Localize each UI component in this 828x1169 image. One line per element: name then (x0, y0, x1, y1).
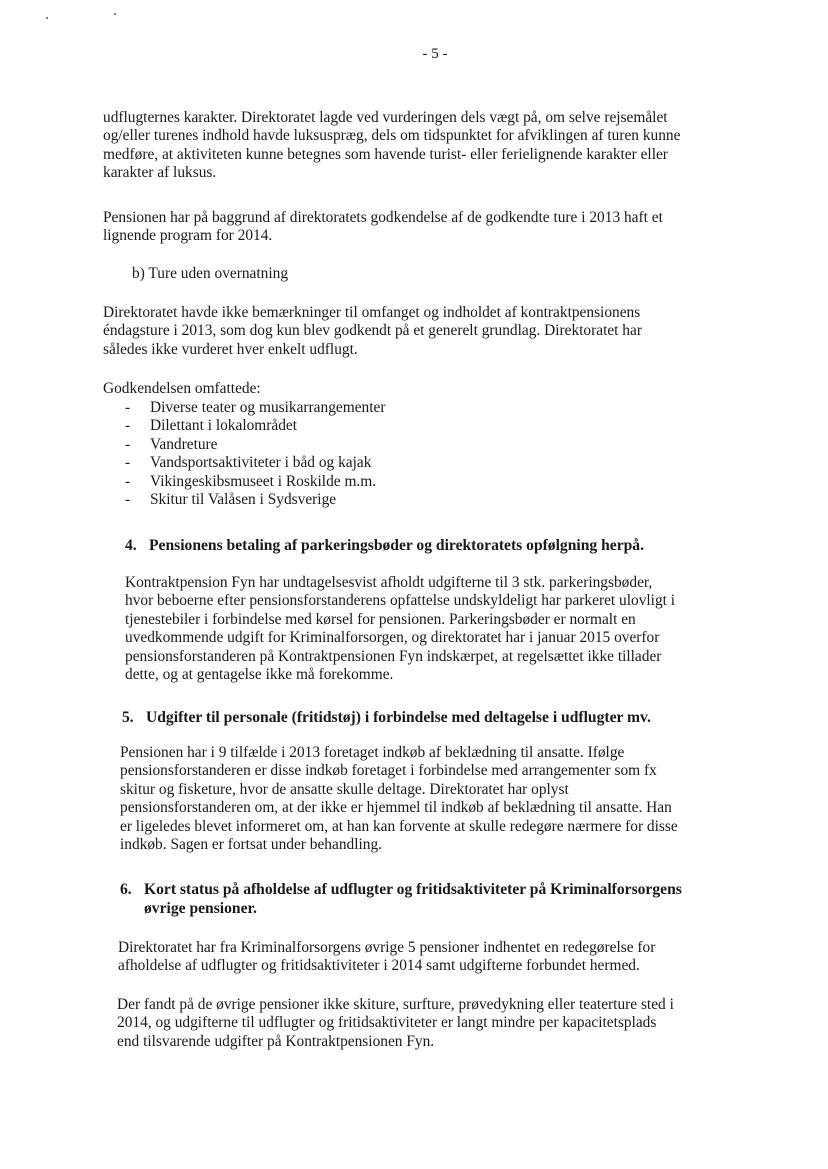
text-line: skitur og fisketure, hvor de ansatte skulle deltage. Direktoratet har oplyst (120, 780, 569, 798)
text-line: Pensionen har i 9 tilfælde i 2013 foretaget indkøb af beklædning til ansatte. Ifølge (120, 744, 625, 761)
text-line: Pensionen har på baggrund af direktoratets godkendelse af de godkendte ture i 2013 haft et (103, 209, 663, 226)
approval-intro: Godkendelsen omfattede: (103, 380, 261, 397)
page-number: - 5 - (422, 46, 448, 62)
scan-speck (114, 13, 116, 15)
text-line: afholdelse af udflugter og fritidsaktiviteter i 2014 samt udgifterne forbundet hermed. (118, 957, 640, 975)
intro-paragraph (103, 109, 680, 183)
section-4-paragraph (125, 574, 675, 684)
section-title: Kort status på afholdelse af udflugter og fritidsaktiviteter på Kriminalforsorgens (144, 881, 682, 898)
list-item (125, 436, 385, 454)
section-6-paragraph-1 (118, 939, 655, 976)
text-line: tjenestebiler i forbindelse med kørsel for pensionen. Parkeringsbøder er normalt en (125, 610, 636, 628)
list-item (125, 417, 385, 435)
dash-marker: - (125, 399, 131, 416)
b-paragraph (103, 304, 642, 359)
text-line: éndagsture i 2013, som dog kun blev godkendt på et generelt grundlag. Direktoratet har (103, 322, 642, 340)
section-4-heading (125, 537, 644, 556)
section-number: 5. (122, 709, 134, 726)
section-6-heading (120, 881, 682, 918)
dash-marker: - (125, 491, 131, 509)
list-item-text: Vandreture (150, 435, 218, 453)
list-item-text: Skitur til Valåsen i Sydsverige (150, 491, 337, 509)
section-title: Pensionens betaling af parkeringsbøder og direktoratets opfølgning herpå. (149, 537, 644, 554)
text-line: og/eller turenes indhold havde luksuspræg, dels om tidspunktet for afviklingen af turen kunne (103, 127, 681, 145)
text-line: karakter af luksus. (103, 164, 217, 182)
list-item (125, 491, 385, 509)
text-line: dette, og at gentagelse ikke må forekomme. (125, 666, 394, 684)
list-item (125, 473, 385, 491)
list-item-text: Vandsportsaktiviteter i båd og kajak (150, 454, 372, 472)
list-item-text: Dilettant i lokalområdet (150, 417, 298, 435)
list-item-text: Diverse teater og musikarrangementer (150, 399, 386, 416)
text-line: pensionsforstanderen om, at der ikke er hjemmel til indkøb af beklædning til ansatte. Han (120, 799, 672, 817)
text-line: således ikke vurderet hver enkelt udflugt. (103, 340, 358, 358)
section-6-paragraph-2 (117, 996, 674, 1051)
text-line: hvor beboerne efter pensionsforstanderens opfattelse undskyldeligt har parkeret ulovligt i (125, 592, 676, 610)
text-line: Direktoratet havde ikke bemærkninger til omfanget og indholdet af kontraktpensionens (103, 304, 641, 321)
list-item (125, 454, 385, 472)
text-line: er ligeledes blevet informeret om, at han kan forvente at skulle redegøre nærmere for disse (120, 817, 678, 835)
section-number: 6. (120, 881, 132, 898)
text-line: end tilsvarende udgifter på Kontraktpensionen Fyn. (117, 1032, 435, 1050)
scan-speck (46, 17, 48, 19)
dash-marker: - (125, 472, 131, 490)
text-line: Kontraktpension Fyn har undtagelsesvist afholdt udgifterne til 3 stk. parkeringsbøder, (125, 574, 653, 591)
subheading-b: b) Ture uden overnatning (132, 265, 289, 282)
text-line: pensionsforstanderen på Kontraktpensionen Fyn indskærpet, at regelsættet ikke tillader (125, 647, 662, 665)
approval-list (125, 399, 385, 509)
text-line: medføre, at aktiviteten kunne betegnes som havende turist- eller ferielignende karakter eller (103, 145, 668, 163)
list-item-text: Vikingeskibsmuseet i Roskilde m.m. (150, 472, 377, 490)
section-title-continued: øvrige pensioner. (144, 899, 257, 917)
list-item (125, 399, 385, 417)
section-number: 4. (125, 537, 137, 554)
dash-marker: - (125, 417, 131, 435)
text-line: pensionsforstanderen er disse indkøb foretaget i forbindelse med arrangementer som fx (120, 762, 657, 780)
text-line: udflugternes karakter. Direktoratet lagde ved vurderingen dels vægt på, om selve rejsemålet (103, 109, 668, 126)
text-line: Der fandt på de øvrige pensioner ikke skiture, surfture, prøvedykning eller teaterture sted i (117, 996, 674, 1013)
dash-marker: - (125, 435, 131, 453)
section-5-paragraph (120, 744, 678, 854)
pension-paragraph (103, 209, 663, 246)
text-line: 2014, og udgifterne til udflugter og fritidsaktiviteter er langt mindre per kapacitetsplads (117, 1014, 657, 1032)
section-title: Udgifter til personale (fritidstøj) i forbindelse med deltagelse i udflugter mv. (146, 709, 651, 726)
dash-marker: - (125, 454, 131, 472)
text-line: lignende program for 2014. (103, 227, 273, 245)
text-line: uvedkommende udgift for Kriminalforsorgen, og direktoratet har i januar 2015 overfor (125, 629, 660, 647)
text-line: indkøb. Sagen er fortsat under behandling. (120, 836, 383, 854)
section-5-heading (122, 709, 651, 728)
text-line: Direktoratet har fra Kriminalforsorgens øvrige 5 pensioner indhentet en redegørelse for (118, 939, 656, 956)
